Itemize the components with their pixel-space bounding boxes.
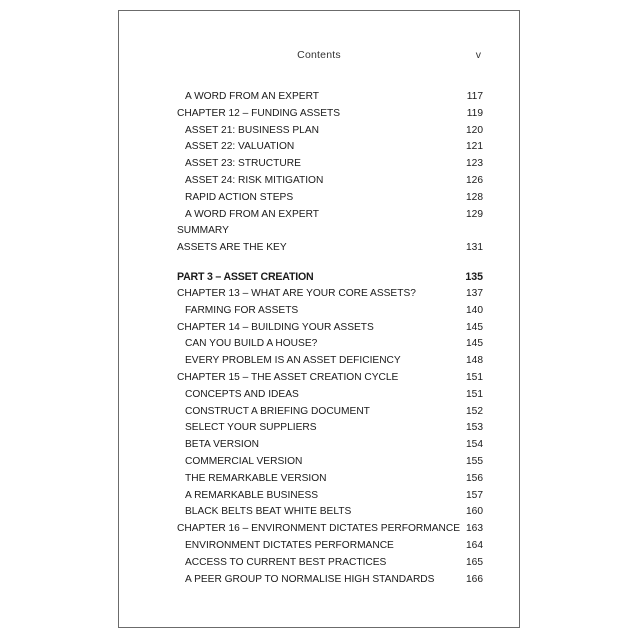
toc-entry-page-number: 121 (466, 141, 483, 153)
toc-entry-title: CAN YOU BUILD A HOUSE? (185, 338, 318, 350)
toc-entry-title: A REMARKABLE BUSINESS (185, 489, 319, 501)
toc-section-entry (177, 437, 483, 454)
toc-section-entry (177, 387, 483, 404)
toc-entry-page-number: 163 (466, 523, 483, 535)
toc-entry-title: CONCEPTS AND IDEAS (185, 388, 299, 400)
toc-part-heading (177, 268, 483, 286)
toc-section-entry (177, 572, 483, 589)
toc-entry-title: RAPID ACTION STEPS (185, 191, 294, 203)
toc-entry-page-number: 145 (466, 338, 483, 350)
toc-entry-title: ACCESS TO CURRENT BEST PRACTICES (185, 556, 387, 568)
toc-entry-page-number: 140 (466, 304, 483, 316)
toc-entry-title: CHAPTER 13 – WHAT ARE YOUR CORE ASSETS? (177, 287, 416, 299)
toc-section-entry (177, 404, 483, 421)
toc-section-entry (177, 353, 483, 370)
toc-section-entry (177, 303, 483, 320)
toc-entry-page-number: 120 (466, 124, 483, 136)
toc-entry-title: EVERY PROBLEM IS AN ASSET DEFICIENCY (185, 355, 401, 367)
toc-entry-title: CHAPTER 14 – BUILDING YOUR ASSETS (177, 321, 374, 333)
toc-section-entry (177, 488, 483, 505)
toc-section-entry (177, 504, 483, 521)
toc-entry-title: ASSET 22: VALUATION (185, 141, 295, 153)
toc-section-entry (177, 89, 483, 106)
toc-entry-page-number: 123 (466, 158, 483, 170)
toc-chapter-entry (177, 286, 483, 303)
toc-entry-page-number: 145 (466, 321, 483, 333)
header-page-numeral: v (475, 49, 481, 61)
toc-chapter-entry (177, 106, 483, 123)
toc-entry-title: ENVIRONMENT DICTATES PERFORMANCE (185, 539, 394, 551)
toc-section-entry (177, 420, 483, 437)
toc-entry-page-number: 137 (466, 287, 483, 299)
toc-chapter-entry (177, 320, 483, 337)
toc-entry-title: A WORD FROM AN EXPERT (185, 208, 319, 220)
toc-entry-page-number: 129 (466, 208, 483, 220)
toc-section-entry (177, 173, 483, 190)
toc-section-entry (177, 207, 483, 224)
toc-section-entry (177, 139, 483, 156)
toc-entry-title: ASSET 23: STRUCTURE (185, 158, 301, 170)
toc-section-entry (177, 123, 483, 140)
toc-entry-page-number: 131 (466, 242, 483, 254)
toc-entry-title: CHAPTER 15 – THE ASSET CREATION CYCLE (177, 371, 399, 383)
toc-entry-title: ASSETS ARE THE KEY (177, 242, 287, 254)
toc-entry-page-number: 128 (466, 191, 483, 203)
toc-section-entry (177, 156, 483, 173)
toc-entry-page-number: 154 (466, 439, 483, 451)
toc-entry-title: CHAPTER 12 – FUNDING ASSETS (177, 107, 341, 119)
toc-entry-title: CONSTRUCT A BRIEFING DOCUMENT (185, 405, 370, 417)
toc-entry-title: ASSET 21: BUSINESS PLAN (185, 124, 320, 136)
toc-entry-page-number: 152 (466, 405, 483, 417)
book-page (118, 10, 520, 628)
toc-entry-page-number: 160 (466, 506, 483, 518)
toc-entry-title: BLACK BELTS BEAT WHITE BELTS (185, 506, 352, 518)
toc-entry-title: ASSET 24: RISK MITIGATION (185, 174, 324, 186)
toc-entry-page-number: 151 (466, 371, 483, 383)
toc-entry-title: COMMERCIAL VERSION (185, 455, 303, 467)
toc-entry-title: PART 3 – ASSET CREATION (177, 270, 314, 283)
toc-entry-page-number: 164 (466, 539, 483, 551)
toc-chapter-entry (177, 521, 483, 538)
toc-section-entry (177, 538, 483, 555)
toc-entry-title: A WORD FROM AN EXPERT (185, 91, 319, 102)
toc-entry-title: BETA VERSION (185, 439, 259, 451)
toc-section-entry (177, 555, 483, 572)
toc-entry-title: A PEER GROUP TO NORMALISE HIGH STANDARDS (185, 573, 435, 585)
toc-chapter-entry (177, 370, 483, 387)
toc-entry-title: FARMING FOR ASSETS (185, 304, 299, 316)
toc-entry-page-number: 117 (466, 91, 483, 102)
toc-entry-title: SELECT YOUR SUPPLIERS (185, 422, 317, 434)
toc-entry-page-number: 157 (466, 489, 483, 501)
toc-entry-page-number: 166 (466, 573, 483, 585)
toc-entry-page-number: 151 (466, 388, 483, 400)
toc-entry-page-number: 165 (466, 556, 483, 568)
toc-entry-page-number: 153 (466, 422, 483, 434)
running-header (119, 49, 519, 65)
table-of-contents (177, 89, 483, 588)
toc-entry-page-number: 155 (466, 455, 483, 467)
toc-entry-title: SUMMARY (177, 225, 229, 237)
toc-chapter-entry (177, 223, 483, 240)
toc-section-entry (177, 336, 483, 353)
toc-section-entry (177, 471, 483, 488)
toc-entry-page-number: 126 (466, 174, 483, 186)
toc-entry-page-number: 148 (466, 355, 483, 367)
toc-chapter-entry (177, 240, 483, 257)
toc-entry-page-number: 156 (466, 472, 483, 484)
toc-entry-page-number: 135 (465, 270, 483, 283)
toc-section-entry (177, 454, 483, 471)
toc-section-entry (177, 190, 483, 207)
toc-entry-title: THE REMARKABLE VERSION (185, 472, 327, 484)
header-title: Contents (297, 49, 341, 61)
toc-entry-title: CHAPTER 16 – ENVIRONMENT DICTATES PERFORMANCE (177, 523, 461, 535)
toc-entry-page-number: 119 (466, 107, 483, 119)
